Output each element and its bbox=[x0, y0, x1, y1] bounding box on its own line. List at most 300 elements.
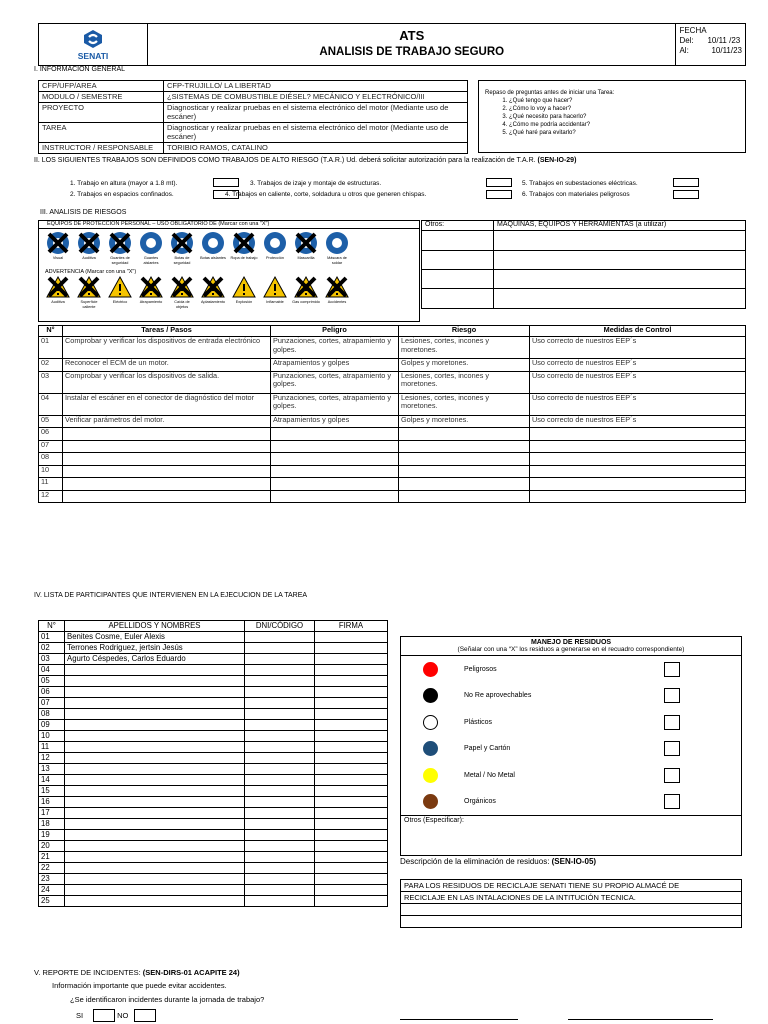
participant-name bbox=[65, 665, 245, 676]
task-row bbox=[39, 453, 746, 466]
residuo-label: Orgánicos bbox=[464, 798, 496, 806]
participant-dni[interactable] bbox=[245, 797, 315, 808]
participant-dni[interactable] bbox=[245, 841, 315, 852]
participant-n: 25 bbox=[39, 896, 65, 907]
task-peligro: Punzaciones, cortes, atrapamiento y golpes. bbox=[271, 337, 399, 359]
epp-label: Mascarilla bbox=[297, 256, 315, 260]
info-label: MODULO / SEMESTRE bbox=[39, 92, 164, 103]
participant-name bbox=[65, 720, 245, 731]
epp-label: Protección bbox=[266, 256, 284, 260]
no-checkbox[interactable] bbox=[134, 1009, 156, 1022]
task-medidas bbox=[530, 453, 746, 466]
participant-dni[interactable] bbox=[245, 632, 315, 643]
participant-n: 11 bbox=[39, 742, 65, 753]
adv-item[interactable] bbox=[323, 275, 351, 309]
atrapamiento-icon bbox=[139, 275, 163, 299]
participant-firma[interactable] bbox=[315, 709, 388, 720]
adv-label: Atrapamiento bbox=[139, 300, 163, 304]
residuo-checkbox[interactable] bbox=[664, 768, 680, 783]
task-riesgo bbox=[399, 478, 530, 491]
maquinas-table bbox=[421, 220, 746, 309]
superficie-caliente-icon bbox=[77, 275, 101, 299]
info-row bbox=[39, 123, 468, 143]
al-value: 10/11/23 bbox=[711, 46, 742, 55]
participant-firma[interactable] bbox=[315, 654, 388, 665]
participant-name bbox=[65, 885, 245, 896]
senati-logo-icon bbox=[82, 29, 104, 49]
task-medidas: Uso correcto de nuestros EEP´s bbox=[530, 359, 746, 372]
task-medidas bbox=[530, 490, 746, 503]
participant-n: 06 bbox=[39, 687, 65, 698]
participant-firma[interactable] bbox=[315, 786, 388, 797]
participant-n: 05 bbox=[39, 676, 65, 687]
epp-icon-row bbox=[39, 231, 419, 265]
participant-name bbox=[65, 731, 245, 742]
participant-dni[interactable] bbox=[245, 698, 315, 709]
participant-n: 07 bbox=[39, 698, 65, 709]
participant-dni[interactable] bbox=[245, 687, 315, 698]
part-header-n: N° bbox=[39, 621, 65, 632]
participant-row bbox=[39, 830, 388, 841]
participants-table bbox=[38, 620, 388, 907]
participant-firma[interactable] bbox=[315, 742, 388, 753]
participant-dni[interactable] bbox=[245, 830, 315, 841]
participant-firma[interactable] bbox=[315, 797, 388, 808]
participant-dni[interactable] bbox=[245, 885, 315, 896]
task-riesgo bbox=[399, 440, 530, 453]
si-checkbox[interactable] bbox=[93, 1009, 115, 1022]
tasks-header-riesgo: Riesgo bbox=[399, 326, 530, 337]
del-label: Del: bbox=[679, 36, 694, 45]
section4-heading: IV. LISTA DE PARTICIPANTES QUE INTERVIENEN EN LA EJECUCION DE LA TAREA bbox=[34, 592, 308, 599]
participant-name bbox=[65, 896, 245, 907]
participant-row bbox=[39, 852, 388, 863]
task-medidas bbox=[530, 478, 746, 491]
participant-name bbox=[65, 852, 245, 863]
task-row bbox=[39, 478, 746, 491]
adv-item[interactable] bbox=[137, 275, 165, 309]
epp-label: Ropa de trabajo bbox=[230, 256, 258, 260]
mascarilla-icon bbox=[294, 231, 318, 255]
signature-line-1 bbox=[400, 1019, 518, 1020]
residuo-color-dot bbox=[423, 662, 438, 677]
botas-seguridad-icon bbox=[170, 231, 194, 255]
guantes-seguridad-icon bbox=[108, 231, 132, 255]
task-row bbox=[39, 371, 746, 393]
participant-row bbox=[39, 731, 388, 742]
participant-firma[interactable] bbox=[315, 676, 388, 687]
task-medidas bbox=[530, 440, 746, 453]
section5-question: ¿Se identificaron incidentes durante la jornada de trabajo? bbox=[70, 995, 265, 1004]
participant-dni[interactable] bbox=[245, 863, 315, 874]
epp-label: Guantes aislantes bbox=[143, 256, 159, 265]
participant-firma[interactable] bbox=[315, 753, 388, 764]
participant-n: 17 bbox=[39, 808, 65, 819]
eliminacion-code: (SEN-IO-05) bbox=[551, 857, 597, 866]
task-n: 02 bbox=[39, 359, 63, 372]
participant-n: 09 bbox=[39, 720, 65, 731]
residuo-checkbox[interactable] bbox=[664, 662, 680, 677]
participant-firma[interactable] bbox=[315, 852, 388, 863]
tar-item-6: 6. Trabajos con materiales peligrosos bbox=[522, 191, 630, 198]
incidentes-choice bbox=[76, 1009, 156, 1022]
title-cell bbox=[148, 24, 676, 66]
residuo-row bbox=[401, 683, 741, 710]
adv-item[interactable] bbox=[261, 275, 289, 309]
participant-dni[interactable] bbox=[245, 819, 315, 830]
participant-name bbox=[65, 830, 245, 841]
doc-subtitle: ANALISIS DE TRABAJO SEGURO bbox=[319, 46, 505, 58]
task-tarea: Comprobar y verificar los dispositivos de salida. bbox=[63, 371, 271, 393]
task-peligro bbox=[271, 490, 399, 503]
tasks-header-medidas: Medidas de Control bbox=[530, 326, 746, 337]
residuo-row bbox=[401, 762, 741, 789]
part-header-name: APELLIDOS Y NOMBRES bbox=[65, 621, 245, 632]
task-tarea bbox=[63, 428, 271, 441]
task-row bbox=[39, 440, 746, 453]
participant-row bbox=[39, 885, 388, 896]
section5-heading bbox=[34, 968, 240, 977]
task-n: 08 bbox=[39, 453, 63, 466]
participant-row bbox=[39, 665, 388, 676]
residuo-row bbox=[401, 736, 741, 763]
al-label: Al: bbox=[679, 46, 689, 55]
epp-label: Botas aislantes bbox=[200, 256, 226, 260]
task-riesgo bbox=[399, 465, 530, 478]
participant-firma[interactable] bbox=[315, 830, 388, 841]
electrico-icon bbox=[108, 275, 132, 299]
participant-dni[interactable] bbox=[245, 709, 315, 720]
residuo-color-dot bbox=[423, 794, 438, 809]
tar-check-6[interactable] bbox=[673, 190, 699, 199]
participant-firma[interactable] bbox=[315, 665, 388, 676]
adv-item[interactable] bbox=[44, 275, 72, 309]
repaso-item: 2. ¿Cómo lo voy a hacer? bbox=[509, 105, 741, 113]
section2-text: II. LOS SIGUIENTES TRABAJOS SON DEFINIDOS COMO TRABAJOS DE ALTO RIESGO (T.A.R.) Ud. deberá solicitar autorización para la realización de T.A.R. bbox=[34, 157, 538, 164]
info-value: CFP-TRUJILLO/ LA LIBERTAD bbox=[164, 81, 468, 92]
participant-n: 10 bbox=[39, 731, 65, 742]
participant-name bbox=[65, 797, 245, 808]
task-row bbox=[39, 359, 746, 372]
participant-dni[interactable] bbox=[245, 764, 315, 775]
task-riesgo: Lesiones, cortes, incones y moretones. bbox=[399, 337, 530, 359]
participant-name bbox=[65, 863, 245, 874]
epp-item[interactable] bbox=[137, 231, 165, 265]
participant-name bbox=[65, 709, 245, 720]
participant-dni[interactable] bbox=[245, 665, 315, 676]
participant-row bbox=[39, 874, 388, 885]
task-tarea: Reconocer el ECM de un motor. bbox=[63, 359, 271, 372]
participant-firma[interactable] bbox=[315, 885, 388, 896]
info-row bbox=[39, 143, 468, 154]
epp-item[interactable] bbox=[230, 231, 258, 265]
participant-row bbox=[39, 786, 388, 797]
auditiva-icon bbox=[77, 231, 101, 255]
task-riesgo: Lesiones, cortes, incones y moretones. bbox=[399, 371, 530, 393]
participant-row bbox=[39, 687, 388, 698]
repaso-list bbox=[509, 97, 741, 137]
participant-row bbox=[39, 896, 388, 907]
info-label: INSTRUCTOR / RESPONSABLE bbox=[39, 143, 164, 154]
participant-firma[interactable] bbox=[315, 643, 388, 654]
participant-row bbox=[39, 775, 388, 786]
tar-item-2: 2. Trabajos en espacios confinados. bbox=[70, 191, 174, 198]
residuo-checkbox[interactable] bbox=[664, 688, 680, 703]
participant-n: 16 bbox=[39, 797, 65, 808]
adv-title: ADVERTENCIA (Marcar con una "X") bbox=[45, 269, 137, 275]
epp-title: EQUIPOS DE PROTECCION PERSONAL – USO OBLIGATORIO DE (Marcar con una "X") bbox=[39, 221, 419, 229]
adv-item[interactable] bbox=[199, 275, 227, 309]
info-row bbox=[39, 81, 468, 92]
fecha-label: FECHA bbox=[679, 26, 707, 35]
task-n: 07 bbox=[39, 440, 63, 453]
task-tarea: Comprobar y verificar los dispositivos de entrada electrónico bbox=[63, 337, 271, 359]
visual-icon bbox=[46, 231, 70, 255]
participant-dni[interactable] bbox=[245, 808, 315, 819]
repaso-item: 3. ¿Qué necesito para hacerlo? bbox=[509, 113, 741, 121]
participant-name bbox=[65, 786, 245, 797]
participant-firma[interactable] bbox=[315, 775, 388, 786]
participant-dni[interactable] bbox=[245, 874, 315, 885]
task-peligro bbox=[271, 440, 399, 453]
adv-label: Caída de objetos bbox=[174, 300, 190, 309]
epp-item[interactable] bbox=[75, 231, 103, 265]
task-medidas: Uso correcto de nuestros EEP´s bbox=[530, 393, 746, 415]
participant-firma[interactable] bbox=[315, 698, 388, 709]
section5-text: V. REPORTE DE INCIDENTES: bbox=[34, 968, 143, 977]
residuo-label: Papel y Cartón bbox=[464, 745, 511, 753]
task-n: 06 bbox=[39, 428, 63, 441]
residuo-checkbox[interactable] bbox=[664, 794, 680, 809]
epp-item[interactable] bbox=[261, 231, 289, 265]
eliminacion-text: Descripción de la eliminación de residuos: bbox=[400, 857, 552, 866]
tasks-header-peligro: Peligro bbox=[271, 326, 399, 337]
participant-dni[interactable] bbox=[245, 654, 315, 665]
residuo-checkbox[interactable] bbox=[664, 715, 680, 730]
residuo-color-dot bbox=[423, 715, 438, 730]
participant-firma[interactable] bbox=[315, 808, 388, 819]
participant-row bbox=[39, 676, 388, 687]
epp-item[interactable] bbox=[168, 231, 196, 265]
info-label: PROYECTO bbox=[39, 103, 164, 123]
participant-dni[interactable] bbox=[245, 775, 315, 786]
tar-check-5[interactable] bbox=[673, 178, 699, 187]
task-medidas bbox=[530, 428, 746, 441]
logo-text: SENATI bbox=[77, 50, 109, 61]
residuo-color-dot bbox=[423, 768, 438, 783]
tar-check-1[interactable] bbox=[213, 178, 239, 187]
participant-firma[interactable] bbox=[315, 863, 388, 874]
task-tarea bbox=[63, 490, 271, 503]
adv-item[interactable] bbox=[106, 275, 134, 309]
participant-firma[interactable] bbox=[315, 819, 388, 830]
residuo-label: Metal / No Metal bbox=[464, 771, 515, 779]
participant-name bbox=[65, 841, 245, 852]
reciclaje-table bbox=[400, 879, 742, 928]
aplastamiento-icon bbox=[201, 275, 225, 299]
guantes-aislantes-icon bbox=[139, 231, 163, 255]
residuos-title: MANEJO DE RESIDUOS bbox=[530, 639, 612, 646]
ropa-trabajo-icon bbox=[232, 231, 256, 255]
participant-n: 13 bbox=[39, 764, 65, 775]
part-header-dni: DNI/CÓDIGO bbox=[245, 621, 315, 632]
info-table bbox=[38, 80, 468, 154]
participant-firma[interactable] bbox=[315, 687, 388, 698]
adv-label: Explosión bbox=[235, 300, 253, 304]
task-row bbox=[39, 465, 746, 478]
proteccion-icon bbox=[263, 231, 287, 255]
repaso-box bbox=[478, 80, 746, 153]
residuos-list bbox=[401, 656, 741, 815]
participant-dni[interactable] bbox=[245, 643, 315, 654]
participant-firma[interactable] bbox=[315, 874, 388, 885]
si-label: SI bbox=[76, 1011, 84, 1020]
participant-dni[interactable] bbox=[245, 852, 315, 863]
participant-name bbox=[65, 775, 245, 786]
adv-label: Inflamable bbox=[266, 300, 284, 304]
participant-row bbox=[39, 841, 388, 852]
participant-n: 15 bbox=[39, 786, 65, 797]
participant-n: 24 bbox=[39, 885, 65, 896]
info-label: TAREA bbox=[39, 123, 164, 143]
participant-n: 20 bbox=[39, 841, 65, 852]
participant-name bbox=[65, 753, 245, 764]
task-peligro bbox=[271, 465, 399, 478]
participant-dni[interactable] bbox=[245, 720, 315, 731]
info-row bbox=[39, 103, 468, 123]
participant-firma[interactable] bbox=[315, 764, 388, 775]
tasks-header-n: N° bbox=[39, 326, 63, 337]
epp-item[interactable] bbox=[44, 231, 72, 265]
otros-label: Otros: bbox=[422, 221, 494, 231]
participant-firma[interactable] bbox=[315, 841, 388, 852]
task-peligro bbox=[271, 478, 399, 491]
participant-row bbox=[39, 819, 388, 830]
adv-label: Accidentes bbox=[327, 300, 347, 304]
task-n: 12 bbox=[39, 490, 63, 503]
participant-row bbox=[39, 643, 388, 654]
gas-comprimido-icon bbox=[294, 275, 318, 299]
participant-n: 21 bbox=[39, 852, 65, 863]
adv-item[interactable] bbox=[230, 275, 258, 309]
repaso-title: Repaso de preguntas antes de iniciar una Tarea: bbox=[485, 90, 615, 96]
participant-name bbox=[65, 698, 245, 709]
adv-item[interactable] bbox=[168, 275, 196, 309]
participant-row bbox=[39, 808, 388, 819]
participant-name: Agurto Céspedes, Carlos Eduardo bbox=[65, 654, 245, 665]
info-value: Diagnosticar y realizar pruebas en el sistema electrónico del motor (Mediante uso de escáner) bbox=[164, 123, 468, 143]
epp-box bbox=[38, 220, 420, 322]
residuo-row bbox=[401, 789, 741, 816]
adv-label: Superficie caliente bbox=[80, 300, 98, 309]
inflamable-icon bbox=[263, 275, 287, 299]
participant-name bbox=[65, 808, 245, 819]
participant-firma[interactable] bbox=[315, 731, 388, 742]
participant-name bbox=[65, 742, 245, 753]
repaso-item: 1. ¿Qué tengo que hacer? bbox=[509, 97, 741, 105]
participant-row bbox=[39, 797, 388, 808]
adv-item[interactable] bbox=[292, 275, 320, 309]
participant-dni[interactable] bbox=[245, 676, 315, 687]
task-peligro: Atrapamientos y golpes bbox=[271, 359, 399, 372]
participant-name bbox=[65, 764, 245, 775]
tar-item-5: 5. Trabajos en subestaciones eléctricas. bbox=[522, 180, 638, 187]
task-tarea bbox=[63, 453, 271, 466]
explosion-icon bbox=[232, 275, 256, 299]
info-value: Diagnosticar y realizar pruebas en el sistema electrónico del motor (Mediante uso de escáner) bbox=[164, 103, 468, 123]
epp-label: Auditiva bbox=[82, 256, 96, 260]
task-n: 03 bbox=[39, 371, 63, 393]
info-value: TORIBIO RAMOS, CATALINO bbox=[164, 143, 468, 154]
epp-item[interactable] bbox=[106, 231, 134, 265]
reciclaje-line-1: PARA LOS RESIDUOS DE RECICLAJE SENATI TIENE SU PROPIO ALMACÉ DE bbox=[401, 880, 742, 892]
participant-row bbox=[39, 632, 388, 643]
residuos-box bbox=[400, 636, 742, 856]
task-row bbox=[39, 490, 746, 503]
epp-item[interactable] bbox=[323, 231, 351, 265]
section2-code: (SEN-IO-29) bbox=[537, 157, 577, 164]
residuo-checkbox[interactable] bbox=[664, 741, 680, 756]
participant-dni[interactable] bbox=[245, 753, 315, 764]
participant-n: 19 bbox=[39, 830, 65, 841]
reciclaje-line-2: RECICLAJE EN LAS INTALACIONES DE LA INTITUCIÓN TECNICA. bbox=[401, 892, 742, 904]
eliminacion-line bbox=[400, 857, 596, 866]
maquinas-label: MAQUINAS, EQUIPOS Y HERRAMIENTAS (a utilizar) bbox=[494, 221, 746, 231]
section2-heading bbox=[34, 157, 576, 164]
participant-firma[interactable] bbox=[315, 632, 388, 643]
participant-dni[interactable] bbox=[245, 742, 315, 753]
participant-firma[interactable] bbox=[315, 720, 388, 731]
participant-n: 04 bbox=[39, 665, 65, 676]
task-peligro: Atrapamientos y golpes bbox=[271, 415, 399, 428]
participant-n: 08 bbox=[39, 709, 65, 720]
participant-row bbox=[39, 742, 388, 753]
task-riesgo bbox=[399, 453, 530, 466]
info-row bbox=[39, 92, 468, 103]
residuo-color-dot bbox=[423, 688, 438, 703]
participant-row bbox=[39, 654, 388, 665]
logo-cell bbox=[39, 24, 148, 66]
task-row bbox=[39, 415, 746, 428]
participant-firma[interactable] bbox=[315, 896, 388, 907]
participant-name: Benites Cosme, Euler Alexis bbox=[65, 632, 245, 643]
repaso-item: 5. ¿Qué haré para evitarlo? bbox=[509, 129, 741, 137]
tar-check-4[interactable] bbox=[486, 190, 512, 199]
epp-item[interactable] bbox=[199, 231, 227, 265]
tar-check-3[interactable] bbox=[486, 178, 512, 187]
tar-item-1: 1. Trabajo en altura (mayor a 1.8 mt). bbox=[70, 180, 178, 187]
participant-dni[interactable] bbox=[245, 731, 315, 742]
participant-dni[interactable] bbox=[245, 896, 315, 907]
participant-dni[interactable] bbox=[245, 786, 315, 797]
del-value: 10/11 /23 bbox=[707, 36, 741, 45]
residuo-row bbox=[401, 709, 741, 736]
epp-item[interactable] bbox=[292, 231, 320, 265]
adv-item[interactable] bbox=[75, 275, 103, 309]
participant-name bbox=[65, 874, 245, 885]
epp-label: Visual bbox=[52, 256, 64, 260]
participant-name bbox=[65, 819, 245, 830]
participant-n: 14 bbox=[39, 775, 65, 786]
adv-label: Aplastamiento bbox=[200, 300, 226, 304]
task-medidas: Uso correcto de nuestros EEP´s bbox=[530, 371, 746, 393]
residuo-label: Plásticos bbox=[464, 718, 493, 726]
task-riesgo bbox=[399, 428, 530, 441]
task-tarea: Instalar el escáner en el conector de diagnóstico del motor bbox=[63, 393, 271, 415]
tasks-table bbox=[38, 325, 746, 503]
task-row bbox=[39, 428, 746, 441]
task-riesgo: Golpes y moretones. bbox=[399, 359, 530, 372]
